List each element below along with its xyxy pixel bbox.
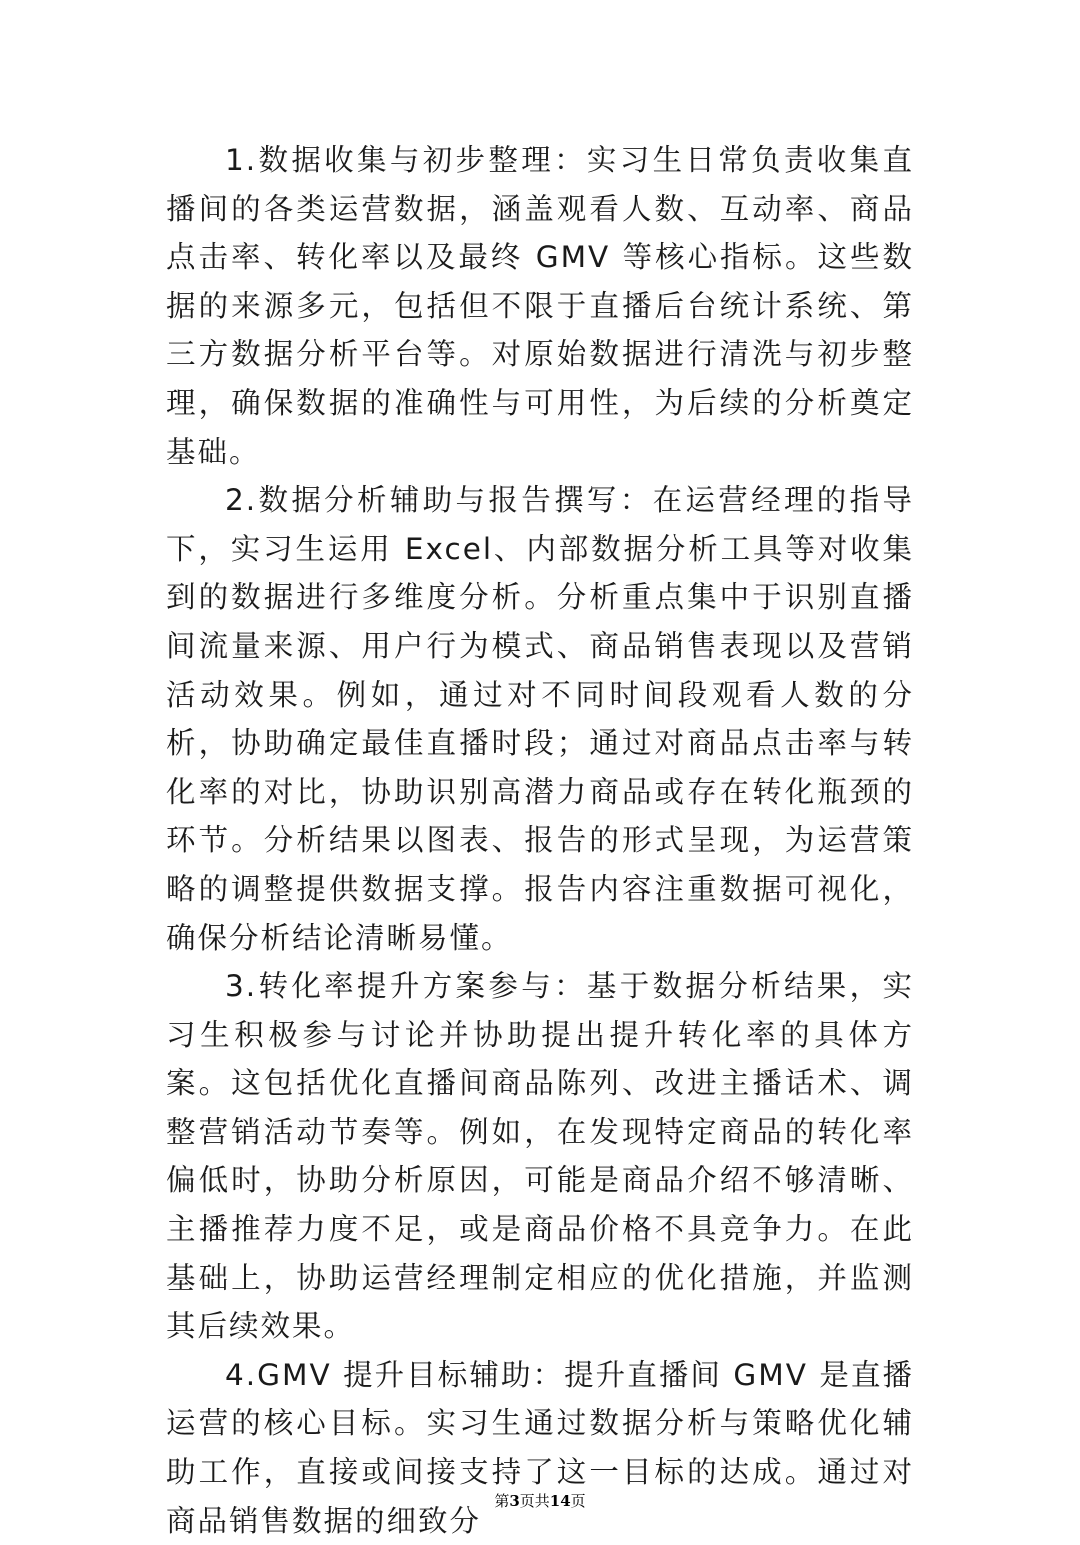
page-footer: [0, 1491, 1080, 1511]
paragraph-conversion-rate: 3.转化率提升方案参与：基于数据分析结果，实习生积极参与讨论并协助提出提升转化率的具体方案。这包括优化直播间商品陈列、改进主播话术、调整营销活动节奏等。例如，在发现特定商品的转化率偏低时，协助分析原因，可能是商品介绍不够清晰、主播推荐力度不足，或是商品价格不具竞争力。在此基础上，协助运营经理制定相应的优化措施，并监测其后续效果。: [166, 969, 914, 1344]
paragraph-data-collection: 1.数据收集与初步整理：实习生日常负责收集直播间的各类运营数据，涵盖观看人数、互动率、商品点击率、转化率以及最终 GMV 等核心指标。这些数据的来源多元，包括但不限于直播后台统计系统、第三方数据分析平台等。对原始数据进行清洗与初步整理，确保数据的准确性与可用性，为后续的分析奠定基础。: [166, 143, 914, 469]
document-body: [166, 136, 914, 1545]
current-page-number: 3: [509, 1492, 520, 1510]
paragraph-data-analysis: 2.数据分析辅助与报告撰写：在运营经理的指导下，实习生运用 Excel、内部数据分析工具等对收集到的数据进行多维度分析。分析重点集中于识别直播间流量来源、用户行为模式、商品销售表现以及营销活动效果。例如，通过对不同时间段观看人数的分析，协助确定最佳直播时段；通过对商品点击率与转化率的对比，协助识别高潜力商品或存在转化瓶颈的环节。分析结果以图表、报告的形式呈现，为运营策略的调整提供数据支撑。报告内容注重数据可视化，确保分析结论清晰易懂。: [166, 483, 914, 955]
footer-suffix: 页: [570, 1492, 586, 1510]
paragraph-gmv-target: 4.GMV 提升目标辅助：提升直播间 GMV 是直播运营的核心目标。实习生通过数据分析与策略优化辅助工作，直接或间接支持了这一目标的达成。通过对商品销售数据的细致分: [166, 1357, 914, 1538]
total-page-count: 14: [549, 1492, 571, 1510]
footer-middle: 页共: [519, 1492, 550, 1510]
footer-prefix: 第: [494, 1492, 510, 1510]
